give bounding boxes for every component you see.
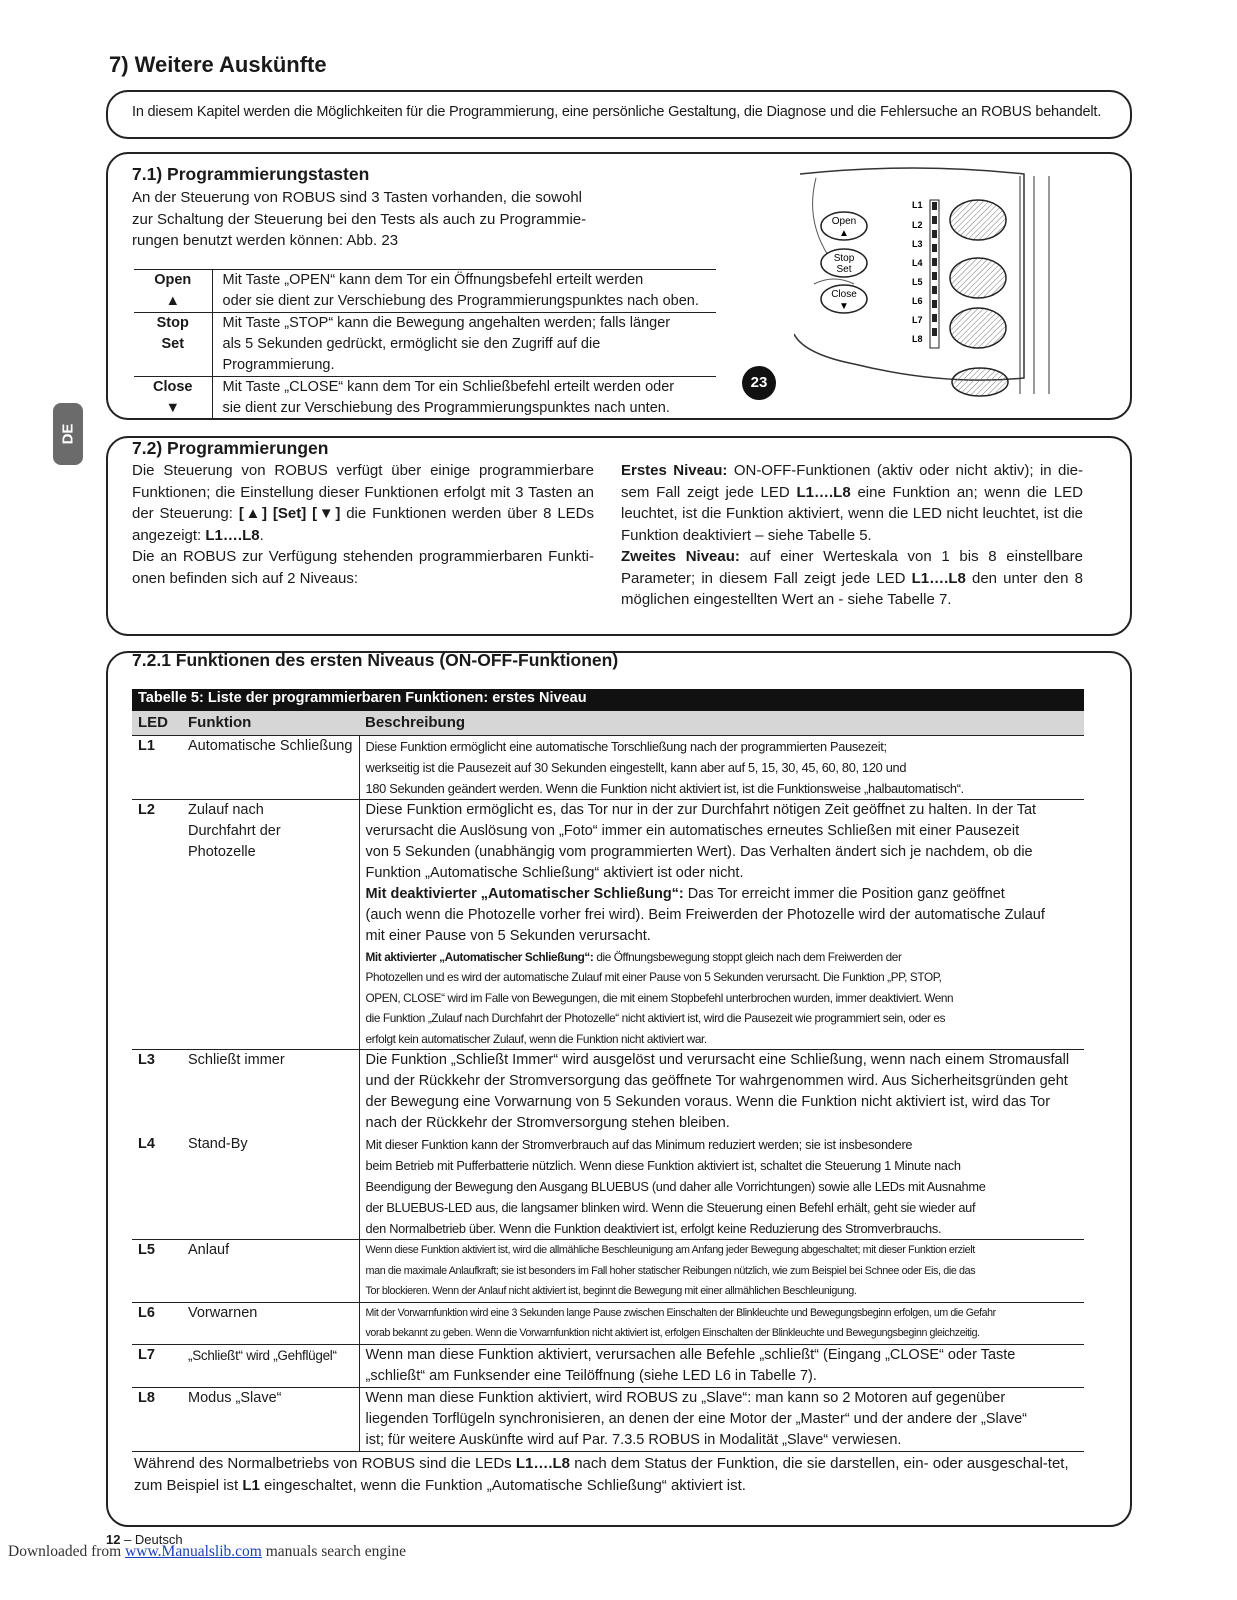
table-row-l6 <box>132 1302 1084 1344</box>
table-row-l1 <box>132 735 1084 799</box>
function-name: Stand-By <box>182 1134 359 1240</box>
table-note <box>134 1453 1084 1496</box>
table-row-l3 <box>132 1050 1084 1135</box>
text-line: zur Schaltung der Steuerung bei den Tests als auch zu Programmie- <box>132 210 587 228</box>
fig-close-label: Close <box>831 289 857 300</box>
desc-line: „schließt“ am Funksender eine Teilöffnung (siehe LED L6 in Tabelle 7). <box>365 1367 817 1384</box>
function-name <box>182 799 359 1050</box>
desc-line: der Bewegung eine Vorwarnung von 5 Sekunden voraus. Wenn die Funktion nicht aktiviert ist, wird das Tor <box>365 1094 1051 1110</box>
text: eingeschaltet, wenn die Funktion „Automatische Schließung“ aktiviert ist. <box>259 1476 746 1494</box>
download-prefix: Downloaded from <box>8 1543 126 1560</box>
section-7-1-text <box>132 187 612 252</box>
table-5-title: Tabelle 5: Liste der programmierbaren Funktionen: erstes Niveau <box>132 689 1084 711</box>
table-header-row <box>132 711 1084 735</box>
desc-line: Diese Funktion ermöglicht es, das Tor nur in der zur Durchfahrt nötigen Zeit geöffnet zu halten. In der Tat <box>365 801 1037 818</box>
header-description: Beschreibung <box>359 711 1084 735</box>
desc-line: Diese Funktion ermöglicht eine automatische Torschließung nach der programmierten Pausezeit; <box>365 738 887 754</box>
desc-line: nach der Rückkehr der Stromversorgung stehen bleiben. <box>365 1115 730 1131</box>
desc-line: Beendigung der Bewegung den Ausgang BLUEBUS (und daher alle Vorrichtungen) sowie alle LEDs mit Ausnahme <box>365 1179 986 1194</box>
fig-set-label: Set <box>836 264 852 275</box>
fig-led-l3: L3 <box>912 239 923 249</box>
led-id: L8 <box>132 1387 182 1451</box>
fig-led-l6: L6 <box>912 296 923 306</box>
fig-led-l2: L2 <box>912 220 923 230</box>
table-row-l4 <box>132 1134 1084 1240</box>
desc-line: man die maximale Anlaufkraft; sie ist besonders im Fall hoher statischer Reibungen nützlich, wie zum Beispiel bei Schnee oder Eis, die das <box>365 1264 976 1277</box>
key-open-desc-1: Mit Taste „OPEN“ kann dem Tor ein Öffnungsbefehl erteilt werden <box>212 270 716 292</box>
key-stop-desc-2: als 5 Sekunden gedrückt, ermöglicht sie den Zugriff auf die Programmierung. <box>222 336 601 373</box>
control-panel-figure <box>794 164 1124 404</box>
function-name: „Schließt“ wird „Gehflügel“ <box>182 1344 359 1387</box>
text: . <box>259 526 264 544</box>
table-row-l8 <box>132 1387 1084 1451</box>
language-tab-label: DE <box>59 423 77 445</box>
desc-line: und der Rückkehr der Stromversorgung das geöffnete Tor wahrgenommen wird. Aus Sicherheitsgründen geht <box>365 1073 1068 1089</box>
section-7-2-right-p2 <box>621 546 1083 611</box>
section-7-2-1-title: 7.2.1 Funktionen des ersten Niveaus (ON-OFF-Funktionen) <box>132 650 619 670</box>
fig-led-l4: L4 <box>912 258 923 268</box>
figure-number-badge: 23 <box>742 366 776 400</box>
desc-line: Wenn man diese Funktion aktiviert, wird ROBUS zu „Slave“: man kann so 2 Motoren auf gegenüber <box>365 1389 1006 1406</box>
fig-led-l8: L8 <box>912 334 923 344</box>
led-id: L5 <box>132 1240 182 1303</box>
table-row-l7 <box>132 1344 1084 1387</box>
key-row-open-2 <box>134 291 716 313</box>
desc-line: Funktion „Automatische Schließung“ aktiviert ist oder nicht. <box>365 864 744 881</box>
fig-open-label: Open <box>831 216 857 227</box>
desc-line: der BLUEBUS-LED aus, die langsamer blinken wird. Wenn die Steuerung einen Befehl erhält, geht sie wieder auf <box>365 1200 976 1215</box>
text: Während des Normalbetriebs von ROBUS sind die LEDs <box>134 1455 516 1472</box>
function-name: Modus „Slave“ <box>182 1387 359 1451</box>
led-label: L1 <box>242 1476 260 1494</box>
desc-line: 180 Sekunden geändert werden. Wenn die Funktion nicht aktiviert ist, ist die Funktionsweise „halbautomatisch“. <box>365 780 964 796</box>
desc-line <box>366 884 1081 905</box>
key-row-close <box>134 377 716 399</box>
text-line: An der Steuerung von ROBUS sind 3 Tasten vorhanden, die sowohl <box>132 189 582 206</box>
function-name: Anlauf <box>182 1240 359 1303</box>
key-close-desc-2: sie dient zur Verschiebung des Programmierungspunktes nach unten. <box>212 398 716 420</box>
led-id: L6 <box>132 1302 182 1344</box>
leds-label: L1….L8 <box>796 483 851 501</box>
led-id: L2 <box>132 799 182 1050</box>
key-row-open <box>134 270 716 292</box>
function-description <box>359 735 1084 799</box>
manualslib-link[interactable]: www.Manualslib.com <box>125 1543 262 1560</box>
function-table <box>132 711 1084 1452</box>
function-description <box>359 1387 1084 1451</box>
function-description <box>359 1344 1084 1387</box>
desc-line: Photozellen und es wird der automatische Zulauf mit einer Pause von 5 Sekunden verursacht. Die Funktion „PP, STOP, <box>365 970 942 984</box>
function-line: Zulauf nach <box>188 801 264 818</box>
section-7-1 <box>106 152 1132 420</box>
text: Die Steuerung von ROBUS verfügt über einige programmierbare Funktionen; die Einstellung dieser Funktionen erfolgt mit 3 Tasten an der Steuerung: <box>132 462 594 522</box>
language-tab <box>53 403 83 465</box>
desc-line: liegenden Torflügeln synchronisieren, an denen der eine Motor der „Master“ und der andere der „Slave“ <box>365 1410 1027 1427</box>
fig-close-arrow: ▼ <box>839 301 849 312</box>
desc-line: die Funktion „Zulauf nach Durchfahrt der Photozelle“ nicht aktiviert ist, wird die Pausezeit wie programmiert sein, oder es <box>365 1011 946 1025</box>
leds-label: L1….L8 <box>515 1455 571 1472</box>
section-7-2-1 <box>106 651 1132 1527</box>
section-7-2 <box>106 436 1132 636</box>
desc-line: Wenn diese Funktion aktiviert ist, wird die allmähliche Beschleunigung am Anfang jeder Bewegung abgeschaltet; mit dieser Funktion erzielt <box>365 1244 975 1256</box>
fig-led-l1: L1 <box>912 200 923 210</box>
led-id: L7 <box>132 1344 182 1387</box>
led-id: L3 <box>132 1050 182 1135</box>
function-name: Automatische Schließung <box>182 735 359 799</box>
page-language: – Deutsch <box>120 1532 183 1547</box>
function-description <box>359 1134 1084 1240</box>
table-row-l5 <box>132 1240 1084 1303</box>
desc-line: (auch wenn die Photozelle vorher frei wird). Beim Freiwerden der Photozelle wird der automatische Zulauf <box>365 906 1045 923</box>
key-stop-desc-1: Mit Taste „STOP“ kann die Bewegung angehalten werden; falls länger <box>212 313 716 335</box>
fig-stop-label: Stop <box>833 253 855 264</box>
desc-line: Die Funktion „Schließt Immer“ wird ausgelöst und verursacht eine Schließung, wenn nach einem Stromausfall <box>365 1052 1070 1068</box>
desc-line: mit einer Pause von 5 Sekunden verursacht. <box>365 927 651 944</box>
download-tagline: manuals search engine <box>261 1543 407 1560</box>
led-id: L1 <box>132 735 182 799</box>
text: die Funktionen werden über 8 LEDs angezeigt: <box>132 505 595 544</box>
text: die Öffnungsbewegung stoppt gleich nach dem Freiwerden der <box>593 949 902 964</box>
page-number-value: 12 <box>106 1532 121 1547</box>
key-row-close-2 <box>134 398 716 420</box>
text: den unter den 8 möglichen eingestellten Wert an - siehe Tabelle 7. <box>621 569 1083 608</box>
section-7-1-title: 7.1) Programmierungstasten <box>132 164 370 184</box>
function-description <box>359 1240 1084 1303</box>
key-open-arrow: ▲ <box>134 291 212 313</box>
desc-line: erfolgt kein automatischer Zulauf, wenn die Funktion nicht aktiviert war. <box>365 1031 707 1046</box>
header-function: Funktion <box>182 711 359 735</box>
desc-line: verursacht die Auslösung von „Foto“ immer ein automatisches erneutes Schließen mit einer Pausezeit <box>365 822 1020 839</box>
section-7-2-title: 7.2) Programmierungen <box>132 438 329 458</box>
section-7-2-left-p2: Die an ROBUS zur Verfügung stehenden programmierbaren Funkti-onen befinden sich auf 2 Niveaus: <box>132 548 594 587</box>
leds-label: L1….L8 <box>911 569 966 587</box>
key-open-label: Open <box>134 270 212 292</box>
text: auf einer Werteskala von 1 bis 8 einstellbare Parameter; in diesem Fall zeigt jede LED <box>621 548 1084 587</box>
desc-line: vorab bekannt zu geben. Wenn die Vorwarnfunktion nicht aktiviert ist, erfolgen Einschalten der Blinkleuchte und Bewegungsbeginn gleichzeitig. <box>365 1327 980 1339</box>
function-description <box>359 1302 1084 1344</box>
fig-open-arrow: ▲ <box>839 228 849 239</box>
key-stop-label: Stop <box>134 313 212 335</box>
desc-line: von 5 Sekunden (unabhängig vom programmierten Wert). Das Verhalten ändert sich je nachdem, ob die <box>365 843 1033 860</box>
function-line: Durchfahrt der <box>188 822 281 839</box>
section-7-2-left <box>132 460 594 589</box>
desc-line: den Normalbetrieb über. Wenn die Funktion deaktiviert ist, erfolgt keine Reduzierung des Stromverbrauchs. <box>365 1221 942 1236</box>
key-close-label: Close <box>134 377 212 399</box>
fig-led-l7: L7 <box>912 315 923 325</box>
level-label: Zweites Niveau: <box>621 548 740 565</box>
desc-line: ist; für weitere Auskünfte wird auf Par. 7.3.5 ROBUS in Modalität „Slave“ verwiesen. <box>365 1431 902 1448</box>
text-line: rungen benutzt werden können: Abb. 23 <box>132 232 399 249</box>
intro-text: In diesem Kapitel werden die Möglichkeiten für die Programmierung, eine persönliche Gestaltung, die Diagnose und die Fehlersuche an ROBUS behandelt. <box>132 104 1102 120</box>
key-open-desc-2: oder sie dient zur Verschiebung des Programmierungspunktes nach oben. <box>222 293 699 309</box>
header-led: LED <box>132 711 182 735</box>
desc-line: werkseitig ist die Pausezeit auf 30 Sekunden eingestellt, kann aber auf 5, 15, 30, 45, 60, 80, 120 und <box>365 759 907 775</box>
table-row-l2 <box>132 799 1084 1050</box>
function-name: Vorwarnen <box>182 1302 359 1344</box>
section-7-2-left-p1 <box>132 460 594 546</box>
desc-line: Mit dieser Funktion kann der Stromverbrauch auf das Minimum reduziert werden; sie ist insbesondere <box>365 1137 913 1152</box>
deactivated-label: Mit deaktivierter „Automatischer Schließung“: <box>365 885 684 902</box>
function-name: Schließt immer <box>182 1050 359 1135</box>
desc-line: OPEN, CLOSE“ wird im Falle von Bewegungen, die mit einem Stopbefehl unterbrochen wurden, immer deaktiviert. Wenn <box>365 990 954 1005</box>
activated-label: Mit aktivierter „Automatischer Schließung“: <box>365 949 594 964</box>
leds-label: L1….L8 <box>205 526 260 544</box>
key-row-stop-2 <box>134 334 716 377</box>
section-7-2-right <box>621 460 1083 611</box>
keys-label: [▲] [Set] [▼] <box>238 505 341 522</box>
text: ON-OFF-Funktionen (aktiv oder nicht aktiv); in die-sem Fall zeigt jede LED <box>621 462 1084 501</box>
function-description <box>359 1050 1084 1135</box>
fig-led-l5: L5 <box>912 277 923 287</box>
download-footer <box>8 1543 406 1561</box>
text: nach dem Status der Funktion, die sie darstellen, ein- oder ausgeschal-tet, zum Beispiel ist <box>134 1455 1069 1494</box>
desc-line <box>366 947 1081 968</box>
desc-line: Mit der Vorwarnfunktion wird eine 3 Sekunden lange Pause zwischen Einschalten der Blinkleuchte und Bewegungsbeginn erfolgen, um die Gefahr <box>365 1306 996 1319</box>
desc-line: Wenn man diese Funktion aktiviert, verursachen alle Befehle „schließt“ (Eingang „CLOSE“ oder Taste <box>365 1346 1016 1363</box>
chapter-title: 7) Weitere Auskünfte <box>109 52 327 77</box>
key-row-stop <box>134 313 716 335</box>
key-table <box>134 269 716 420</box>
function-description <box>359 799 1084 1050</box>
led-id: L4 <box>138 1136 155 1152</box>
function-line: Photozelle <box>188 843 256 860</box>
section-7-2-right-p1 <box>621 460 1083 546</box>
level-label: Erstes Niveau: <box>621 462 728 479</box>
key-set-label: Set <box>134 334 212 377</box>
text: eine Funktion an; wenn die LED leuchtet, ist die Funktion aktiviert, wenn die LED nicht leuchtet, ist die Funktion deaktiviert – siehe Tabelle 5. <box>621 483 1083 544</box>
desc-line: beim Betrieb mit Pufferbatterie nützlich. Wenn diese Funktion aktiviert ist, schaltet die Steuerung 1 Minute nach <box>365 1158 961 1173</box>
desc-line: Tor blockieren. Wenn der Anlauf nicht aktiviert ist, beginnt die Bewegung mit einer allmählichen Beschleunigung. <box>365 1285 857 1297</box>
text: Das Tor erreicht immer die Position ganz geöffnet <box>683 885 1005 902</box>
intro-box <box>106 90 1132 139</box>
key-close-desc-1: Mit Taste „CLOSE“ kann dem Tor ein Schließbefehl erteilt werden oder <box>212 377 716 399</box>
key-close-arrow: ▼ <box>134 398 212 420</box>
